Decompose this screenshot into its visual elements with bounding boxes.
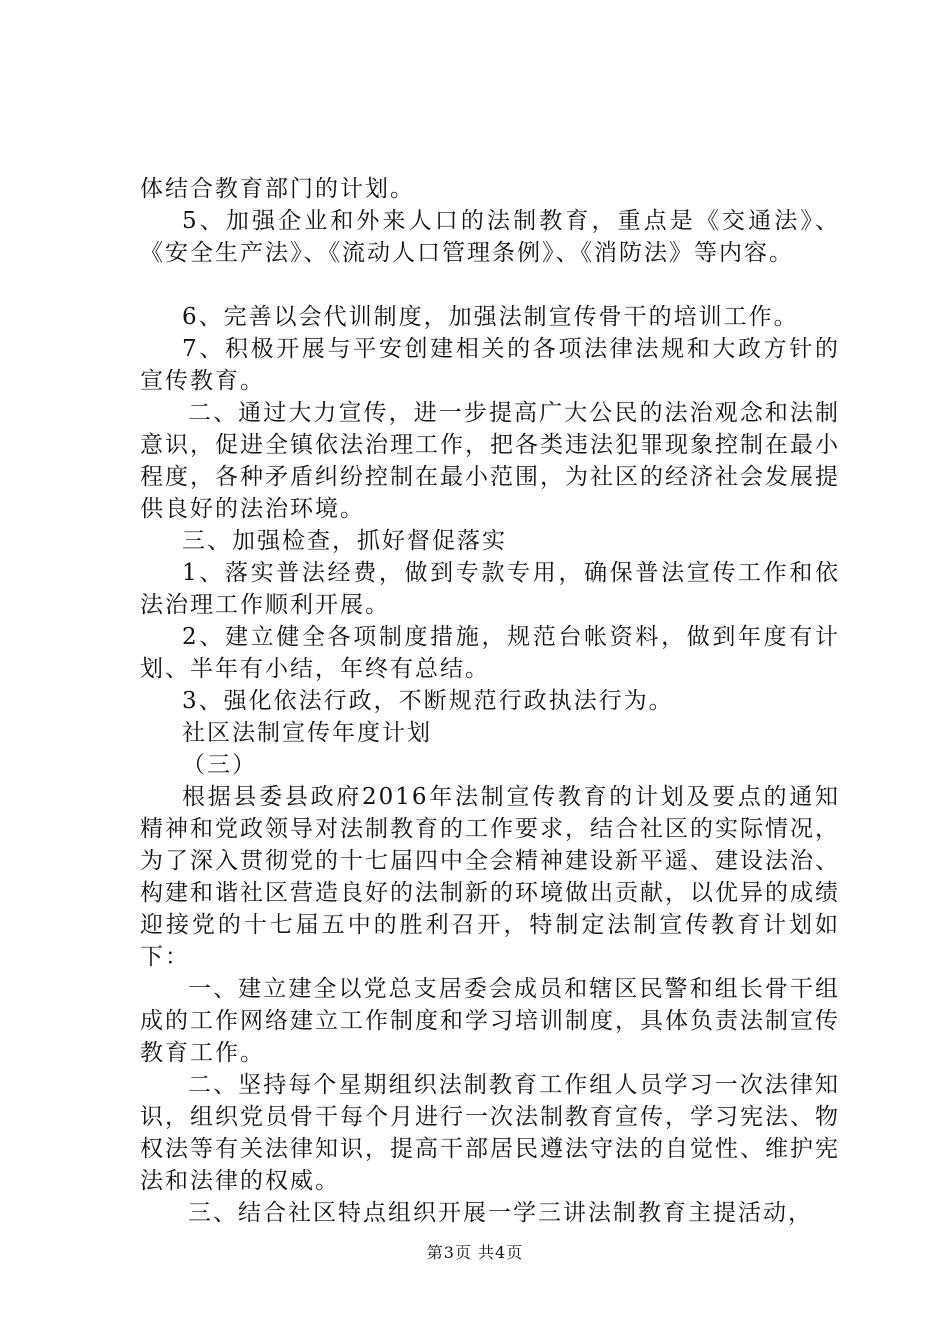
paragraph-point-1: 一、建立建全以党总支居委会成员和辖区民警和组长骨干组成的工作网络建立工作制度和学习培训制度，具体负责法制宣传教育工作。 [140,976,840,1066]
paragraph-item-7: 7、积极开展与平安创建相关的各项法律法规和大政方针的宣传教育。 [140,336,840,394]
paragraph-section-3-heading: 三、加强检查，抓好督促落实 [182,528,507,554]
page-footer: 第3页 共4页 [426,1243,524,1262]
document-subtitle-number: （三） [182,752,257,778]
paragraph-section-2: 二、通过大力宣传，进一步提高广大公民的法治观念和法制意识，促进全镇依法治理工作，把各类违法犯罪现象控制在最小程度，各种矛盾纠纷控制在最小范围，为社区的经济社会发展提供良好的法治环境。 [140,400,840,522]
paragraph-item-6: 6、完善以会代训制度，加强法制宣传骨干的培训工作。 [182,304,799,330]
paragraph-intro: 根据县委县政府2016年法制宣传教育的计划及要点的通知精神和党政领导对法制教育的工作要求，结合社区的实际情况，为了深入贯彻党的十七届四中全会精神建设新平遥、建设法治、构建和谐社区营造良好的法制新的环境做出贡献，以优异的成绩迎接党的十七届五中的胜利召开，特制定法制宣传教育计划如下： [140,784,840,970]
paragraph-point-2: 二、坚持每个星期组织法制教育工作组人员学习一次法律知识，组织党员骨干每个月进行一次法制教育宣传，学习宪法、物权法等有关法律知识，提高干部居民遵法守法的自觉性、维护宪法和法律的权威。 [140,1072,840,1194]
document-subtitle: 社区法制宣传年度计划 [182,720,432,746]
paragraph-continuation: 体结合教育部门的计划。 [140,176,415,202]
paragraph-item-1: 1、落实普法经费，做到专款专用，确保普法宣传工作和依法治理工作顺利开展。 [140,560,840,618]
paragraph-point-3: 三、结合社区特点组织开展一学三讲法制教育主提活动， [188,1200,813,1226]
paragraph-item-5: 5、加强企业和外来人口的法制教育，重点是《交通法》、《安全生产法》、《流动人口管理条例》、《消防法》等内容。 [140,208,840,266]
paragraph-item-3: 3、强化依法行政，不断规范行政执法行为。 [182,688,674,714]
paragraph-item-2: 2、建立健全各项制度措施，规范台帐资料，做到年度有计划、半年有小结，年终有总结。 [140,624,840,682]
document-body [140,173,840,1229]
